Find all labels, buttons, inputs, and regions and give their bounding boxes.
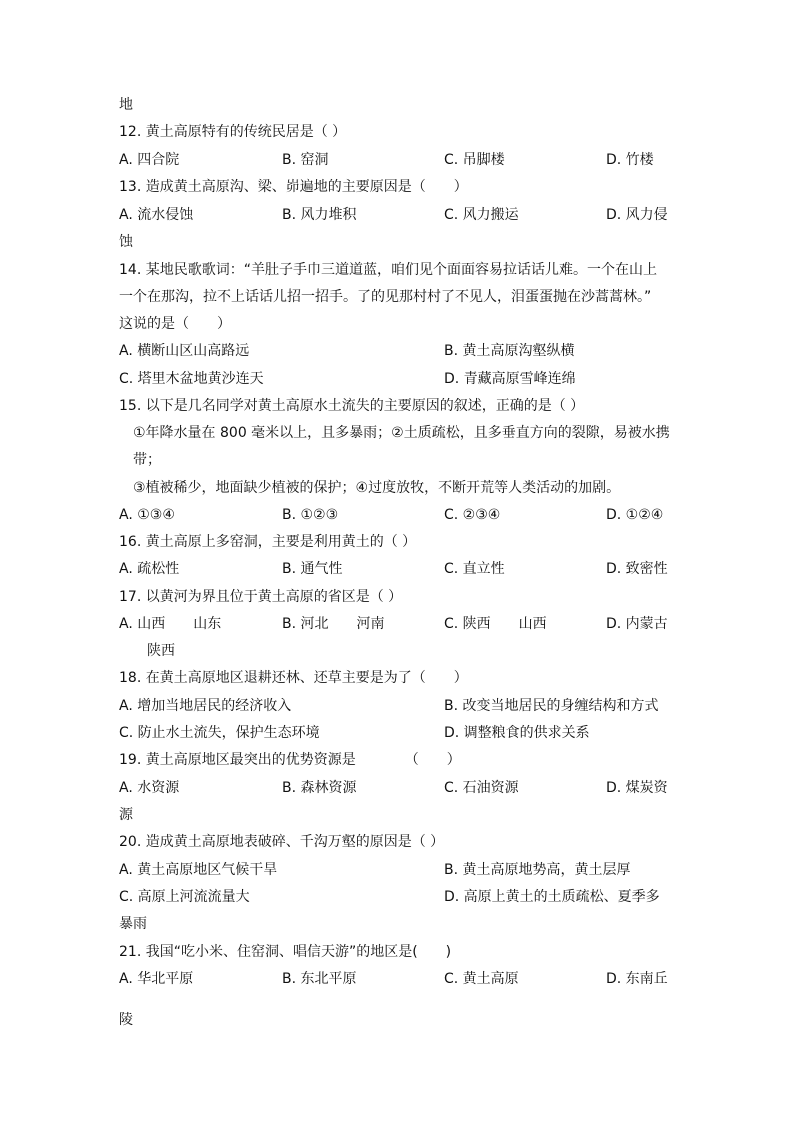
question-14-options-row1 [0, 342, 794, 360]
option-c: C. 吊脚楼 [444, 152, 505, 168]
option-c: C. 石油资源 [444, 780, 519, 796]
option-a: A. 横断山区山高路远 [119, 343, 250, 359]
question-15-statement-1-cont: 带； [133, 452, 161, 468]
option-a: A. 山西 山东 [119, 616, 222, 632]
option-d: D. ①②④ [606, 507, 664, 523]
option-d: D. 青藏高原雪峰连绵 [444, 371, 576, 387]
option-b: B. 风力堆积 [282, 207, 357, 223]
question-18-options-row1 [0, 697, 794, 715]
question-16-stem: 16. 黄土高原上多窑洞，主要是利用黄土的（ ） [119, 534, 417, 550]
question-17-options [0, 615, 794, 633]
question-19-options [0, 779, 794, 797]
option-a: A. 水资源 [119, 780, 180, 796]
option-c: C. ②③④ [444, 507, 501, 523]
question-21-stem: 21. 我国“吃小米、住窑洞、唱信天游”的地区是( ) [119, 944, 452, 960]
continued-text: 陵 [119, 1012, 133, 1028]
question-21-options [0, 970, 794, 988]
option-c: C. 塔里木盆地黄沙连天 [119, 371, 264, 387]
option-b: B. ①②③ [282, 507, 339, 523]
option-c: C. 直立性 [444, 561, 505, 577]
question-12-options [0, 151, 794, 169]
option-a: A. 疏松性 [119, 561, 180, 577]
option-c: C. 黄土高原 [444, 971, 519, 987]
question-13-stem: 13. 造成黄土高原沟、梁、峁遍地的主要原因是（ ） [119, 179, 468, 195]
option-d: D. 高原上黄土的土质疏松、夏季多 [444, 889, 660, 905]
continued-text: 陕西 [147, 643, 175, 659]
question-15-options [0, 506, 794, 524]
option-b: B. 黄土高原沟壑纵横 [444, 343, 575, 359]
question-16-options [0, 560, 794, 578]
option-b: B. 通气性 [282, 561, 343, 577]
option-b: B. 改变当地居民的身缠结构和方式 [444, 698, 659, 714]
option-d: D. 调整粮食的供求关系 [444, 725, 590, 741]
option-c: C. 防止水土流失，保护生态环境 [119, 725, 320, 741]
option-c: C. 风力搬运 [444, 207, 519, 223]
option-b: B. 森林资源 [282, 780, 357, 796]
option-a: A. 华北平原 [119, 971, 194, 987]
option-d: D. 风力侵 [606, 207, 668, 223]
option-a: A. 增加当地居民的经济收入 [119, 698, 292, 714]
option-a: A. 黄土高原地区气候干旱 [119, 862, 278, 878]
question-18-stem: 18. 在黄土高原地区退耕还林、还草主要是为了（ ） [119, 670, 468, 686]
question-14-options-row2 [0, 370, 794, 388]
question-15-statement-3: ③植被稀少，地面缺少植被的保护；④过度放牧，不断开荒等人类活动的加剧。 [133, 480, 621, 496]
option-c: C. 高原上河流流量大 [119, 889, 250, 905]
option-b: B. 河北 河南 [282, 616, 385, 632]
option-c: C. 陕西 山西 [444, 616, 547, 632]
question-20-stem: 20. 造成黄土高原地表破碎、千沟万壑的原因是（ ） [119, 834, 445, 850]
option-b: B. 黄土高原地势高，黄土层厚 [444, 862, 631, 878]
continued-text: 蚀 [119, 234, 133, 250]
option-a: A. ①③④ [119, 507, 175, 523]
question-13-options [0, 206, 794, 224]
option-d: D. 煤炭资 [606, 780, 668, 796]
continued-text: 暴雨 [119, 916, 147, 932]
question-17-stem: 17. 以黄河为界且位于黄土高原的省区是（ ） [119, 589, 403, 605]
option-d: D. 东南丘 [606, 971, 668, 987]
option-a: A. 四合院 [119, 152, 180, 168]
option-d: D. 致密性 [606, 561, 668, 577]
question-14-stem-line3: 这说的是（ ） [119, 316, 231, 332]
question-20-options-row1 [0, 861, 794, 879]
option-d: D. 内蒙古 [606, 616, 668, 632]
question-12-stem: 12. 黄土高原特有的传统民居是（ ） [119, 124, 347, 140]
question-14-stem-line1: 14. 某地民歌歌词：“羊肚子手巾三道道蓝，咱们见个面面容易拉话话儿难。一个在山上 [119, 262, 657, 278]
question-14-stem-line2: 一个在那沟，拉不上话话儿招一招手。了的见那村村了不见人，泪蛋蛋抛在沙蒿蒿林。” [119, 289, 652, 305]
question-15-statement-1: ①年降水量在 800 毫米以上，且多暴雨；②土质疏松，且多垂直方向的裂隙，易被水携 [133, 425, 670, 441]
continued-text: 地 [119, 97, 133, 113]
option-d: D. 竹楼 [606, 152, 654, 168]
question-20-options-row2 [0, 888, 794, 906]
question-19-stem: 19. 黄土高原地区最突出的优势资源是 （ ） [119, 752, 461, 768]
question-18-options-row2 [0, 724, 794, 742]
option-a: A. 流水侵蚀 [119, 207, 194, 223]
option-b: B. 东北平原 [282, 971, 357, 987]
option-b: B. 窑洞 [282, 152, 329, 168]
question-15-stem: 15. 以下是几名同学对黄土高原水土流失的主要原因的叙述，正确的是（ ） [119, 398, 585, 414]
continued-text: 源 [119, 807, 133, 823]
